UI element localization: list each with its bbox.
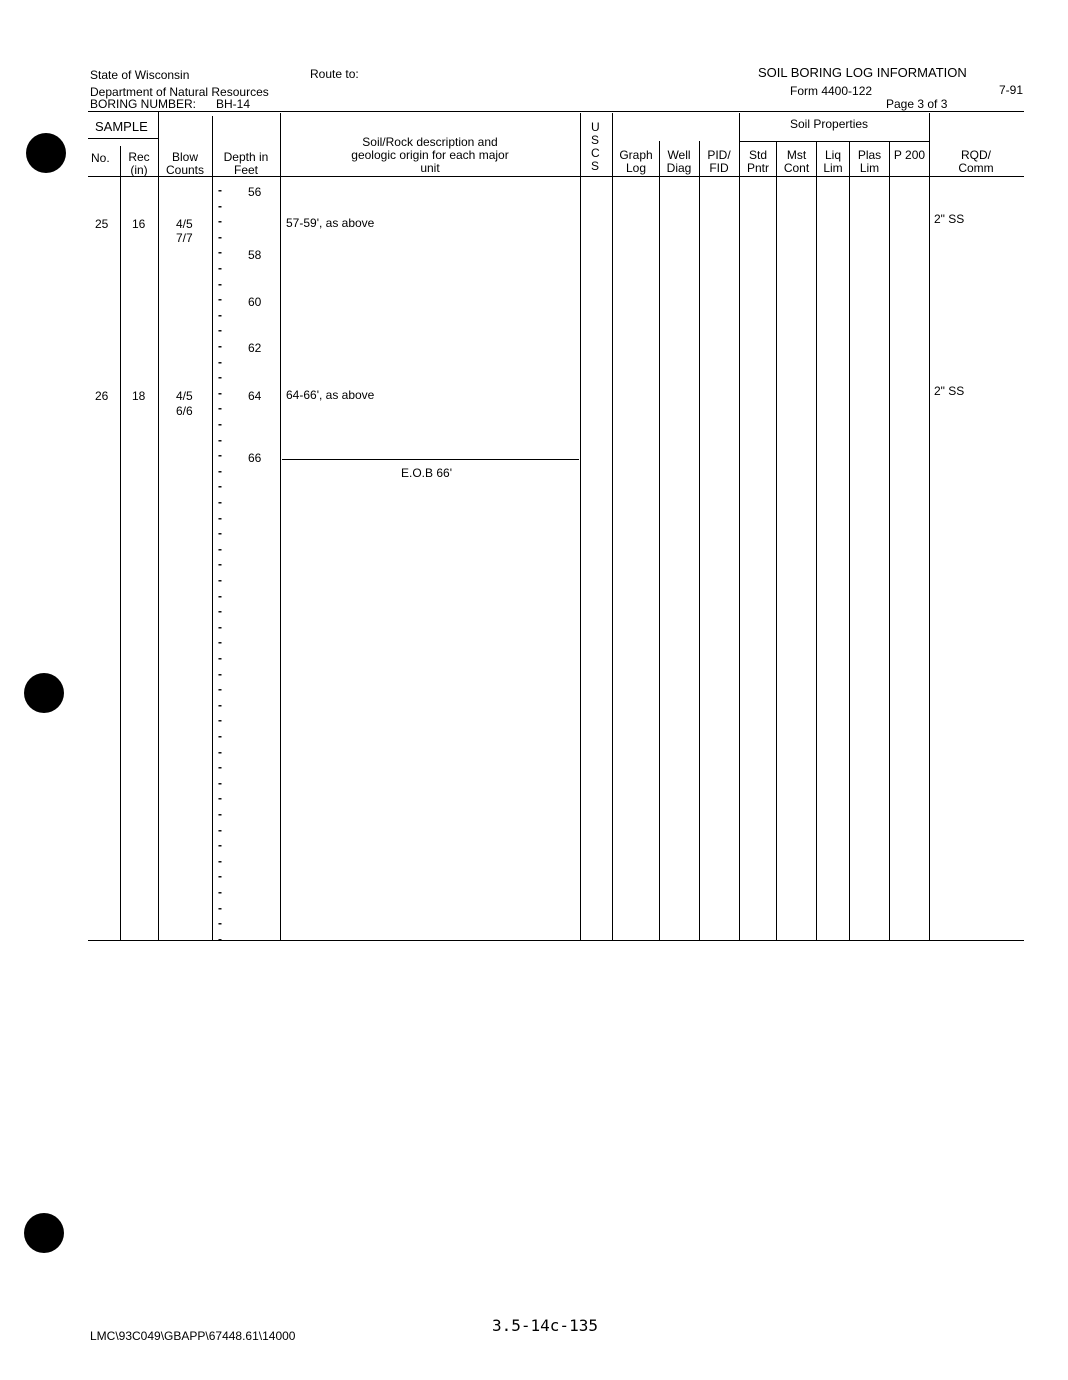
- plas-lim-header: Plas Lim: [857, 148, 882, 175]
- depth-tick: -: [218, 199, 222, 213]
- binder-hole-middle: [24, 673, 64, 713]
- sample-rec: 18: [132, 389, 146, 403]
- col-line-description: [280, 113, 281, 941]
- uscs-header-s1: S: [591, 133, 600, 147]
- sample-header-rule: [88, 138, 158, 139]
- no-header: No.: [91, 151, 110, 165]
- pid-fid-header: PID/ FID: [707, 148, 731, 175]
- col-line-std: [739, 113, 740, 941]
- depth-tick: -: [218, 651, 222, 665]
- description-header: Soil/Rock description and geologic origin for each major unit: [351, 135, 509, 175]
- boring-number-label: BORING NUMBER:: [90, 97, 197, 111]
- depth-tick: -: [218, 901, 222, 915]
- depth-tick: -: [218, 698, 222, 712]
- col-line-pid: [699, 141, 700, 941]
- depth-tick: -: [218, 729, 222, 743]
- depth-tick: -: [218, 542, 222, 556]
- depth-tick: -: [218, 604, 222, 618]
- form-number: Form 4400-122: [790, 84, 873, 98]
- depth-tick: -: [218, 916, 222, 930]
- depth-tick: -: [218, 495, 222, 509]
- depth-tick: -: [218, 760, 222, 774]
- sample-no: 25: [95, 217, 109, 231]
- depth-tick: -: [218, 479, 222, 493]
- col-line-plas: [849, 141, 850, 941]
- sample-rec: 16: [132, 217, 146, 231]
- blow-counts-header: Blow Counts: [165, 150, 205, 177]
- depth-tick: -: [218, 807, 222, 821]
- depth-tick: -: [218, 464, 222, 478]
- depth-tick: -: [218, 308, 222, 322]
- depth-tick: -: [218, 433, 222, 447]
- depth-mark: 56: [248, 185, 262, 199]
- col-line-mst: [776, 141, 777, 941]
- depth-header: Depth in Feet: [223, 150, 269, 177]
- depth-tick: -: [218, 526, 222, 540]
- route-to-label: Route to:: [310, 67, 359, 81]
- col-line-depth: [212, 116, 213, 941]
- depth-mark: 62: [248, 341, 262, 355]
- depth-tick: -: [218, 823, 222, 837]
- form-title: SOIL BORING LOG INFORMATION: [758, 65, 967, 80]
- p200-header: P 200: [893, 148, 926, 162]
- page-code-footer: 3.5-14c-135: [492, 1316, 598, 1335]
- eob-rule: [282, 459, 579, 460]
- sample-comment: 2" SS: [934, 384, 965, 398]
- boring-number-value: BH-14: [216, 97, 251, 111]
- depth-tick: -: [218, 355, 222, 369]
- col-line-blow: [158, 111, 159, 941]
- depth-tick: -: [218, 183, 222, 197]
- uscs-header-s2: S: [591, 159, 600, 173]
- mst-cont-header: Mst Cont: [783, 148, 810, 175]
- depth-tick: -: [218, 417, 222, 431]
- uscs-header-c: C: [591, 146, 600, 160]
- depth-tick: -: [218, 230, 222, 244]
- page-number: Page 3 of 3: [886, 97, 948, 111]
- depth-tick: -: [218, 885, 222, 899]
- rec-header: Rec (in): [128, 150, 150, 177]
- table-bottom-rule: [88, 940, 1024, 941]
- sample-header: SAMPLE: [95, 119, 148, 134]
- depth-tick: -: [218, 932, 222, 946]
- binder-hole-bottom: [24, 1213, 64, 1253]
- depth-tick: -: [218, 261, 222, 275]
- soil-properties-header: Soil Properties: [790, 117, 869, 131]
- binder-hole-top: [26, 133, 66, 173]
- col-line-graph: [612, 113, 613, 941]
- end-of-boring-label: E.O.B 66': [401, 466, 452, 480]
- depth-tick: -: [218, 869, 222, 883]
- file-path-footer: LMC\93C049\GBAPP\67448.61\14000: [90, 1329, 296, 1343]
- depth-tick: -: [218, 214, 222, 228]
- sample-blow-count: 4/5: [176, 389, 193, 403]
- col-line-uscs: [580, 113, 581, 941]
- depth-tick: -: [218, 573, 222, 587]
- col-line-rec: [120, 146, 121, 941]
- graph-log-header: Graph Log: [619, 148, 653, 175]
- depth-tick: -: [218, 323, 222, 337]
- depth-tick: -: [218, 635, 222, 649]
- depth-tick: -: [218, 667, 222, 681]
- depth-tick: -: [218, 620, 222, 634]
- depth-tick: -: [218, 339, 222, 353]
- sample-blow-count: 7/7: [176, 231, 193, 245]
- form-revision: 7-91: [999, 83, 1024, 97]
- well-diag-header: Well Diag: [666, 148, 692, 175]
- depth-tick: -: [218, 854, 222, 868]
- uscs-header-u: U: [591, 120, 600, 134]
- depth-mark: 58: [248, 248, 262, 262]
- department-label: Department of Natural Resources: [90, 85, 269, 99]
- depth-tick: -: [218, 838, 222, 852]
- depth-tick: -: [218, 386, 222, 400]
- col-line-p200: [889, 141, 890, 941]
- depth-tick: -: [218, 245, 222, 259]
- depth-tick: -: [218, 448, 222, 462]
- depth-tick: -: [218, 277, 222, 291]
- sample-comment: 2" SS: [934, 212, 965, 226]
- col-line-liq: [816, 141, 817, 941]
- depth-tick: -: [218, 557, 222, 571]
- depth-mark: 60: [248, 295, 262, 309]
- sample-description: 64-66', as above: [286, 388, 375, 402]
- rqd-comm-header: RQD/ Comm: [958, 148, 994, 175]
- depth-tick: -: [218, 791, 222, 805]
- sample-no: 26: [95, 389, 109, 403]
- depth-tick: -: [218, 589, 222, 603]
- col-line-rqd: [929, 113, 930, 941]
- std-pntr-header: Std Pntr: [746, 148, 769, 175]
- soil-properties-rule: [740, 141, 930, 142]
- sample-blow-count: 6/6: [176, 404, 193, 418]
- depth-tick: -: [218, 370, 222, 384]
- state-label: State of Wisconsin: [90, 68, 190, 82]
- sample-description: 57-59', as above: [286, 216, 375, 230]
- liq-lim-header: Liq Lim: [823, 148, 843, 175]
- depth-tick: -: [218, 511, 222, 525]
- depth-tick: -: [218, 713, 222, 727]
- table-top-rule: [88, 111, 1024, 112]
- depth-tick: -: [218, 292, 222, 306]
- depth-tick: -: [218, 682, 222, 696]
- depth-mark: 64: [248, 389, 262, 403]
- sample-blow-count: 4/5: [176, 217, 193, 231]
- depth-tick: -: [218, 401, 222, 415]
- depth-mark: 66: [248, 451, 262, 465]
- col-line-well: [659, 141, 660, 941]
- depth-tick: -: [218, 776, 222, 790]
- depth-tick: -: [218, 745, 222, 759]
